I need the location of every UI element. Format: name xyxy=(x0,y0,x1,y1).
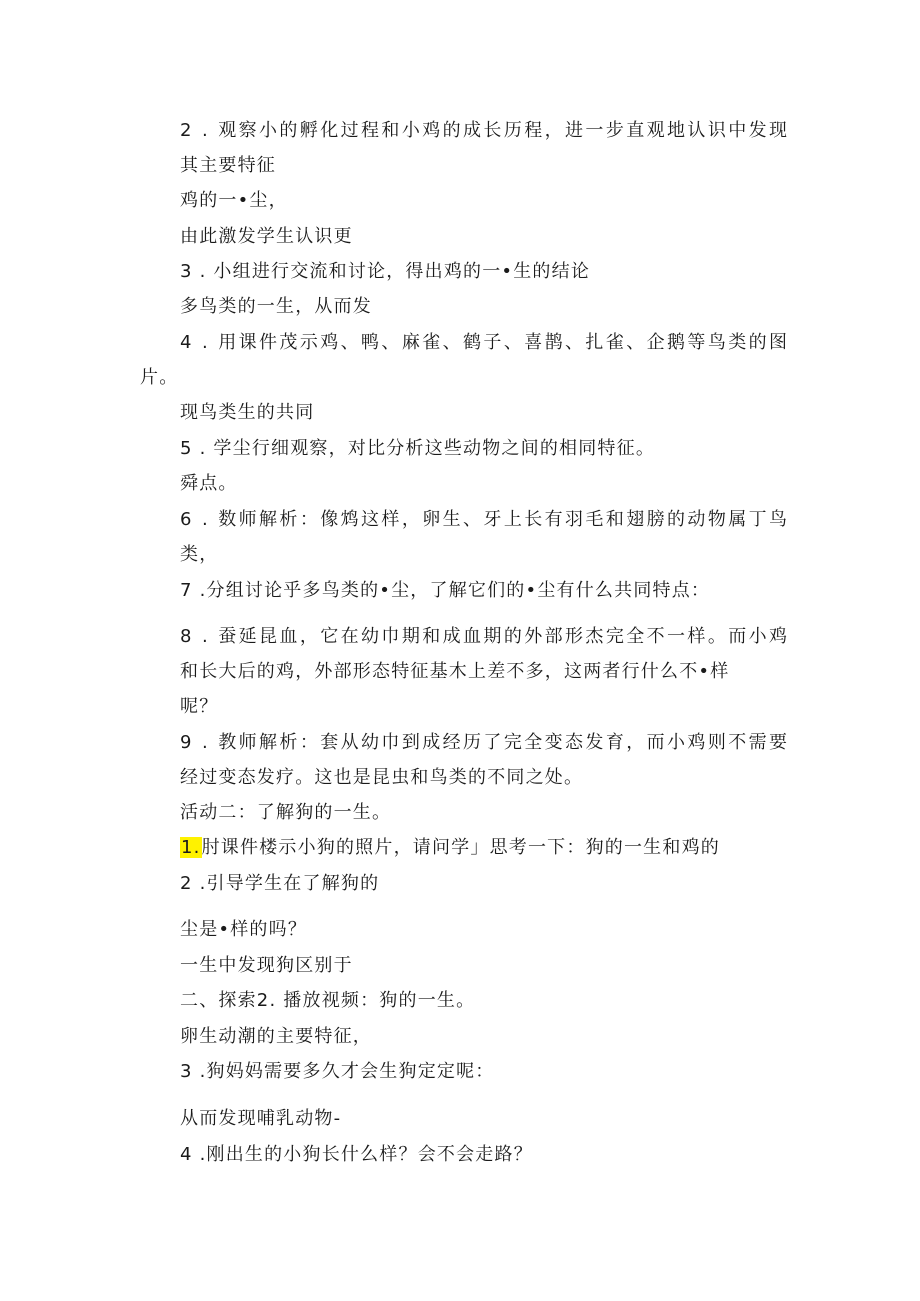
text-line xyxy=(180,837,720,859)
text-line: 和长大后的鸡，外部形态特征基木上差不多，这两者行什么不•样 xyxy=(180,661,730,682)
text-line: 4 .刚出生的小狗长什么样？会不会走路？ xyxy=(180,1144,533,1165)
text-line: 鸡的一•尘， xyxy=(180,190,288,211)
text-line: 经过变态发疗。这也是昆虫和鸟类的不同之处。 xyxy=(180,767,584,788)
text-line: 卵生动潮的主要特征， xyxy=(180,1026,372,1047)
text-line: 呢？ xyxy=(180,696,219,717)
text-line-content: 肘课件楼示小狗的照片，请问学」思考一下：狗的一生和鸡的 xyxy=(201,837,720,858)
text-line: 舜点。 xyxy=(180,473,238,494)
text-line: 二、探索2. 播放视频：狗的一生。 xyxy=(180,990,476,1011)
text-line: 现鸟类生的共同 xyxy=(180,402,315,423)
highlight-marker: 1. xyxy=(181,837,201,858)
text-line: 多鸟类的一生，从而发 xyxy=(180,296,372,317)
text-line: 一生中发现狗区别于 xyxy=(180,955,353,976)
text-line: 由此激发学生认识更 xyxy=(180,226,353,247)
text-line: 3 .狗妈妈需要多久才会生狗定定呢： xyxy=(180,1061,495,1082)
text-line: 活动二：了解狗的一生。 xyxy=(180,802,392,823)
text-line: 8 . 蚕延昆血，它在幼巾期和成血期的外部形杰完全不一样。而小鸡 xyxy=(180,626,790,647)
text-line: 2 . 观察小的孵化过程和小鸡的成长历程，进一步直观地认识中发现 xyxy=(180,120,790,141)
text-line: 片。 xyxy=(140,367,179,388)
text-line: 4 . 用课件茂示鸡、鸭、麻雀、鹤子、喜鹊、扎雀、企鹅等鸟类的图 xyxy=(180,332,790,353)
text-line: 7 .分组讨论乎多鸟类的•尘，了解它们的•尘有什么共同特点： xyxy=(180,580,711,601)
text-line: 其主要特征 xyxy=(180,155,276,176)
text-line: 6 . 数师解析：像鸩这样，卵生、牙上长有羽毛和翅膀的动物属丁鸟 xyxy=(180,509,790,530)
text-line: 从而发现哺乳动物- xyxy=(180,1108,342,1129)
text-line: 类， xyxy=(180,544,219,565)
text-line: 尘是•样的吗？ xyxy=(180,919,308,940)
text-line: 3 . 小组进行交流和讨论，得出鸡的一•生的结论 xyxy=(180,261,591,282)
text-line: 9 . 教师解析：套从幼巾到成经历了完全变态发育，而小鸡则不需要 xyxy=(180,732,790,753)
text-line: 5 . 学尘行细观察，对比分析这些动物之间的相同特征。 xyxy=(180,438,656,459)
text-line: 2 .引导学生在了解狗的 xyxy=(180,873,380,894)
